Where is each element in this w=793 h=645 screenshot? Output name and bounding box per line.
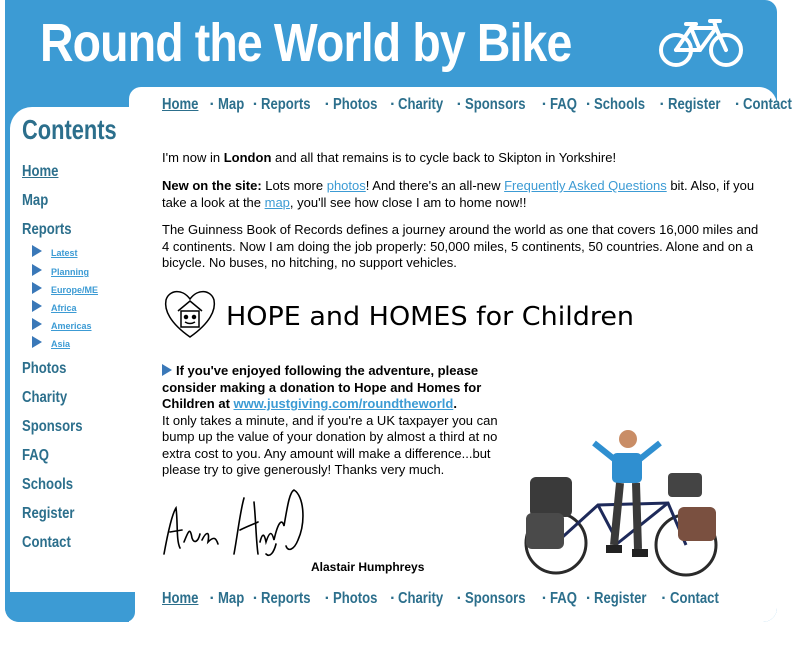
sidebar-item-reports[interactable]: Reports	[22, 221, 72, 238]
sidebar-link-asia[interactable]: Asia	[51, 339, 71, 349]
footer-nav-charity[interactable]: Charity	[398, 590, 444, 607]
triangle-bullet-icon	[32, 300, 42, 312]
nav-sponsors[interactable]: Sponsors	[464, 96, 526, 113]
news-label: New on the site:	[162, 178, 262, 193]
triangle-bullet-icon	[162, 364, 172, 376]
charity-logo[interactable]	[162, 285, 642, 345]
sidebar-link-latest[interactable]: Latest	[51, 248, 78, 258]
heart-house-icon	[166, 292, 215, 337]
news-paragraph	[162, 178, 762, 211]
sidebar-item-home[interactable]: Home	[22, 163, 59, 180]
nav-photos[interactable]: Photos	[332, 96, 378, 113]
footer-nav-sponsors[interactable]: Sponsors	[464, 590, 526, 607]
signature-name: Alastair Humphreys	[311, 560, 425, 574]
triangle-bullet-icon	[32, 264, 42, 276]
photos-link[interactable]: photos	[326, 178, 366, 193]
map-link[interactable]: map	[264, 194, 290, 210]
nav-schools[interactable]: Schools	[594, 96, 646, 113]
sidebar-link-africa[interactable]: Africa	[51, 303, 77, 313]
nav-register[interactable]: Register	[667, 96, 721, 113]
guinness-paragraph: The Guinness Book of Records defines a journey around the world as one that covers 16,000 miles and 4 continents. Now I am doing the job properly: 50,000 miles, 5 continents, 50 countries. Alone and on a bicycle. No buses, no hitching, no support vehicles.	[162, 222, 759, 270]
sidebar-item-charity[interactable]: Charity	[22, 389, 68, 406]
sidebar-link-europe[interactable]: Europe/ME	[51, 285, 99, 295]
news-text: , you'll see how close I am to home now!!	[289, 194, 527, 210]
news-text: bit. Also, if you take a look at the	[162, 178, 755, 210]
sidebar-item-register[interactable]: Register	[22, 505, 75, 522]
sidebar-item-sponsors[interactable]: Sponsors	[22, 418, 83, 435]
sidebar-item-faq[interactable]: FAQ	[22, 447, 49, 464]
intro-text: I'm now in	[162, 150, 224, 165]
footer-nav-contact[interactable]: Contact	[669, 590, 719, 607]
donation-block	[162, 363, 507, 479]
cyclist-photo	[518, 425, 723, 580]
donation-text: It only takes a minute, and if you're a UK taxpayer you can bump up the value of your donation by almost a third at no extra cost to you. Any amount will make a difference...but please try to give generously! Thanks very much.	[162, 412, 498, 477]
footer-nav-home[interactable]: Home	[162, 590, 199, 607]
triangle-bullet-icon	[32, 336, 42, 348]
sidebar-item-photos[interactable]: Photos	[22, 360, 67, 377]
footer-nav-register[interactable]: Register	[594, 590, 647, 607]
intro-paragraph	[162, 150, 762, 167]
contents-heading: Contents	[22, 114, 117, 145]
bottom-nav: Home · Map · Reports · Photos · Charity · Sponsors · FAQ · Register · Contact	[162, 590, 719, 607]
triangle-bullet-icon	[32, 282, 42, 294]
intro-location: London	[223, 150, 272, 165]
nav-charity[interactable]: Charity	[398, 96, 444, 113]
footer-corner	[5, 592, 135, 622]
footer-nav-map[interactable]: Map	[217, 590, 245, 607]
nav-faq[interactable]: FAQ	[550, 96, 577, 113]
sidebar-link-planning[interactable]: Planning	[51, 267, 89, 277]
nav-home[interactable]: Home	[162, 96, 199, 113]
donation-callout: If you've enjoyed following the adventure, please consider making a donation to Hope and Homes for Children at www.justgiving.com/roundtheworld.	[162, 363, 482, 411]
donation-callout-text: If you've enjoyed following the adventure, please consider making a donation to Hope and Homes for Children at	[162, 363, 482, 411]
justgiving-link[interactable]: www.justgiving.com/roundtheworld	[233, 396, 454, 411]
bicycle-icon	[658, 18, 744, 70]
nav-map[interactable]: Map	[217, 96, 245, 113]
sidebar-item-contact[interactable]: Contact	[22, 534, 71, 551]
footer-nav-faq[interactable]: FAQ	[550, 590, 577, 607]
charity-logo-text: HOPE and HOMES for Children	[226, 302, 634, 332]
sidebar-item-schools[interactable]: Schools	[22, 476, 74, 493]
footer-nav-reports[interactable]: Reports	[261, 590, 311, 607]
faq-link[interactable]: Frequently Asked Questions	[504, 178, 667, 193]
triangle-bullet-icon	[32, 245, 42, 257]
intro-text-end: and all that remains is to cycle back to Skipton in Yorkshire!	[271, 150, 617, 165]
nav-reports[interactable]: Reports	[261, 96, 311, 113]
nav-contact[interactable]: Contact	[743, 96, 792, 113]
sidebar-item-map[interactable]: Map	[22, 192, 49, 209]
top-nav: Home · Map · Reports · Photos · Charity · Sponsors · FAQ · Schools · Register · Contact	[162, 96, 792, 113]
news-text: Lots more	[261, 178, 327, 193]
site-title: Round the World by Bike	[40, 13, 572, 73]
footer-nav-photos[interactable]: Photos	[332, 590, 378, 607]
sidebar-link-americas[interactable]: Americas	[51, 321, 92, 331]
news-text: ! And there's an all-new	[365, 178, 505, 193]
triangle-bullet-icon	[32, 318, 42, 330]
signature-image	[158, 482, 308, 562]
